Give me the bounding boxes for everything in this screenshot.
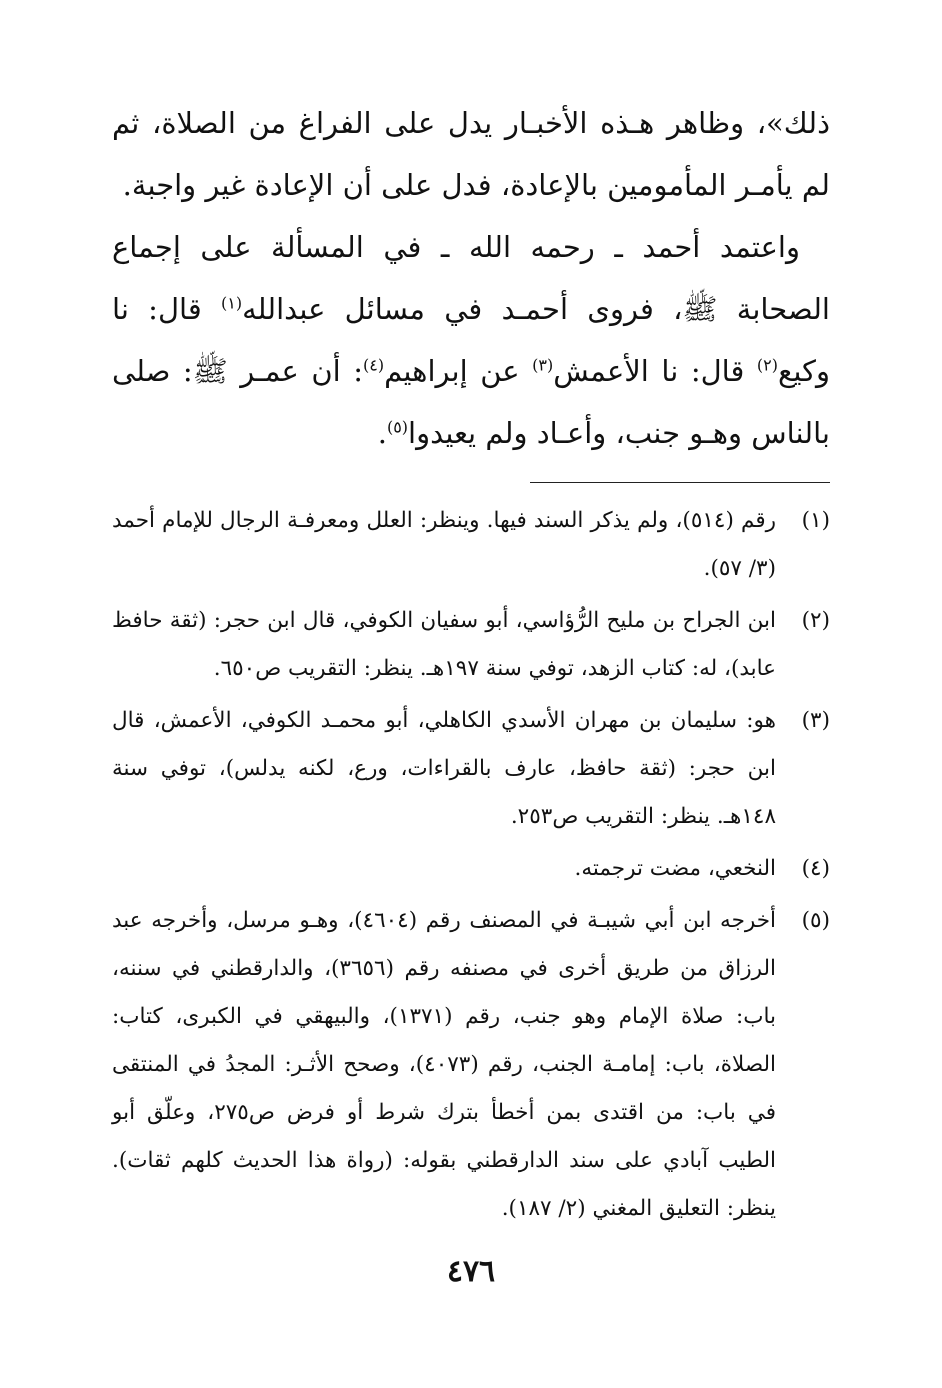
footnote-number: (٤): [801, 856, 830, 881]
paragraph-2-text-4: عن إبراهيم: [384, 354, 533, 388]
paragraph-2-text-2: قال: نا وكيع: [112, 292, 830, 388]
footnote-number: (٥): [801, 908, 830, 933]
footnote-text: هو: سليمان بن مهران الأسدي الكاهلي، أبو محمـد الكوفي، الأعمش، قال ابن حجر: (ثقة حافظ، عارف بالقراءات، ورع، لكنه يدلس)، توفي سنة ١٤٨هـ. ينظر: التقريب ص٢٥٣.: [112, 708, 776, 829]
footnote-text: النخعي، مضت ترجمته.: [574, 856, 776, 881]
footnote-ref-4: (٤): [363, 355, 385, 375]
footnote-separator: [530, 482, 830, 483]
footnote-text: ابن الجراح بن مليح الرُّؤاسي، أبو سفيان الكوفي، قال ابن حجر: (ثقة حافظ عابد)، له: كتاب الزهد، توفي سنة ١٩٧هـ. ينظر: التقريب ص٦٥٠.: [112, 608, 776, 681]
paragraph-1: ذلك»، وظاهر هـذه الأخبـار يدل على الفراغ من الصلاة، ثم لم يأمـر المأمومين بالإعادة، فدل على أن الإعادة غير واجبة.: [112, 106, 830, 202]
footnote-number: (٢): [801, 608, 830, 633]
footnote-ref-1: (١): [221, 293, 243, 313]
paragraph-2-text-5: : أن عمـر ﷺ: صلى بالناس وهـو جنب، وأعـاد ولم يعيدوا: [112, 354, 830, 450]
paragraph-2-text-1: واعتمد أحمد ـ رحمه الله ـ في المسألة على إجماع الصحابة ﷺ، فروى أحمـد في مسائل عبدالله: [112, 230, 830, 326]
footnote-item: [112, 497, 830, 593]
footnote-item: [112, 845, 830, 893]
footnote-text: رقم (٥١٤)، ولم يذكر السند فيها. وينظر: العلل ومعرفـة الرجال للإمام أحمد (٣/ ٥٧).: [112, 508, 776, 581]
paragraph-2-text-6: .: [377, 416, 387, 450]
footnote-ref-2: (٢): [756, 355, 778, 375]
footnote-item: [112, 897, 830, 1233]
page-number: ٤٧٦: [446, 1254, 496, 1289]
footnote-item: [112, 597, 830, 693]
footnote-number: (٣): [801, 708, 830, 733]
footnote-ref-5: (٥): [386, 417, 409, 437]
footnote-item: [112, 697, 830, 841]
paragraph-2: [112, 216, 830, 464]
paragraph-2-text-3: قال: نا الأعمش: [553, 354, 757, 388]
footnotes-list: [112, 497, 830, 1233]
footnote-text: أخرجه ابن أبي شيبـة في المصنف رقم (٤٦٠٤)، وهـو مرسل، وأخرجه عبد الرزاق من طريق أخرى في مصنفه رقم (٣٦٥٦)، والدارقطني في سننه، باب: صلاة الإمام وهو جنب، رقم (١٣٧١)، والبيهقي في الكبرى، كتاب: الصلاة، باب: إمامـة الجنب، رقم (٤٠٧٣)، وصحح الأثـر: المجدُ في المنتقى في باب: من اقتدى بمن أخطأ بترك شرط أو فرض ص٢٧٥، وعلّق أبو الطيب آبادي على سند الدارقطني بقوله: (رواة هذا الحديث كلهم ثقات). ينظر: التعليق المغني (٢/ ١٨٧).: [112, 908, 776, 1221]
footnote-number: (١): [801, 508, 830, 533]
footnote-ref-3: (٣): [532, 355, 554, 375]
main-text: [112, 92, 830, 464]
